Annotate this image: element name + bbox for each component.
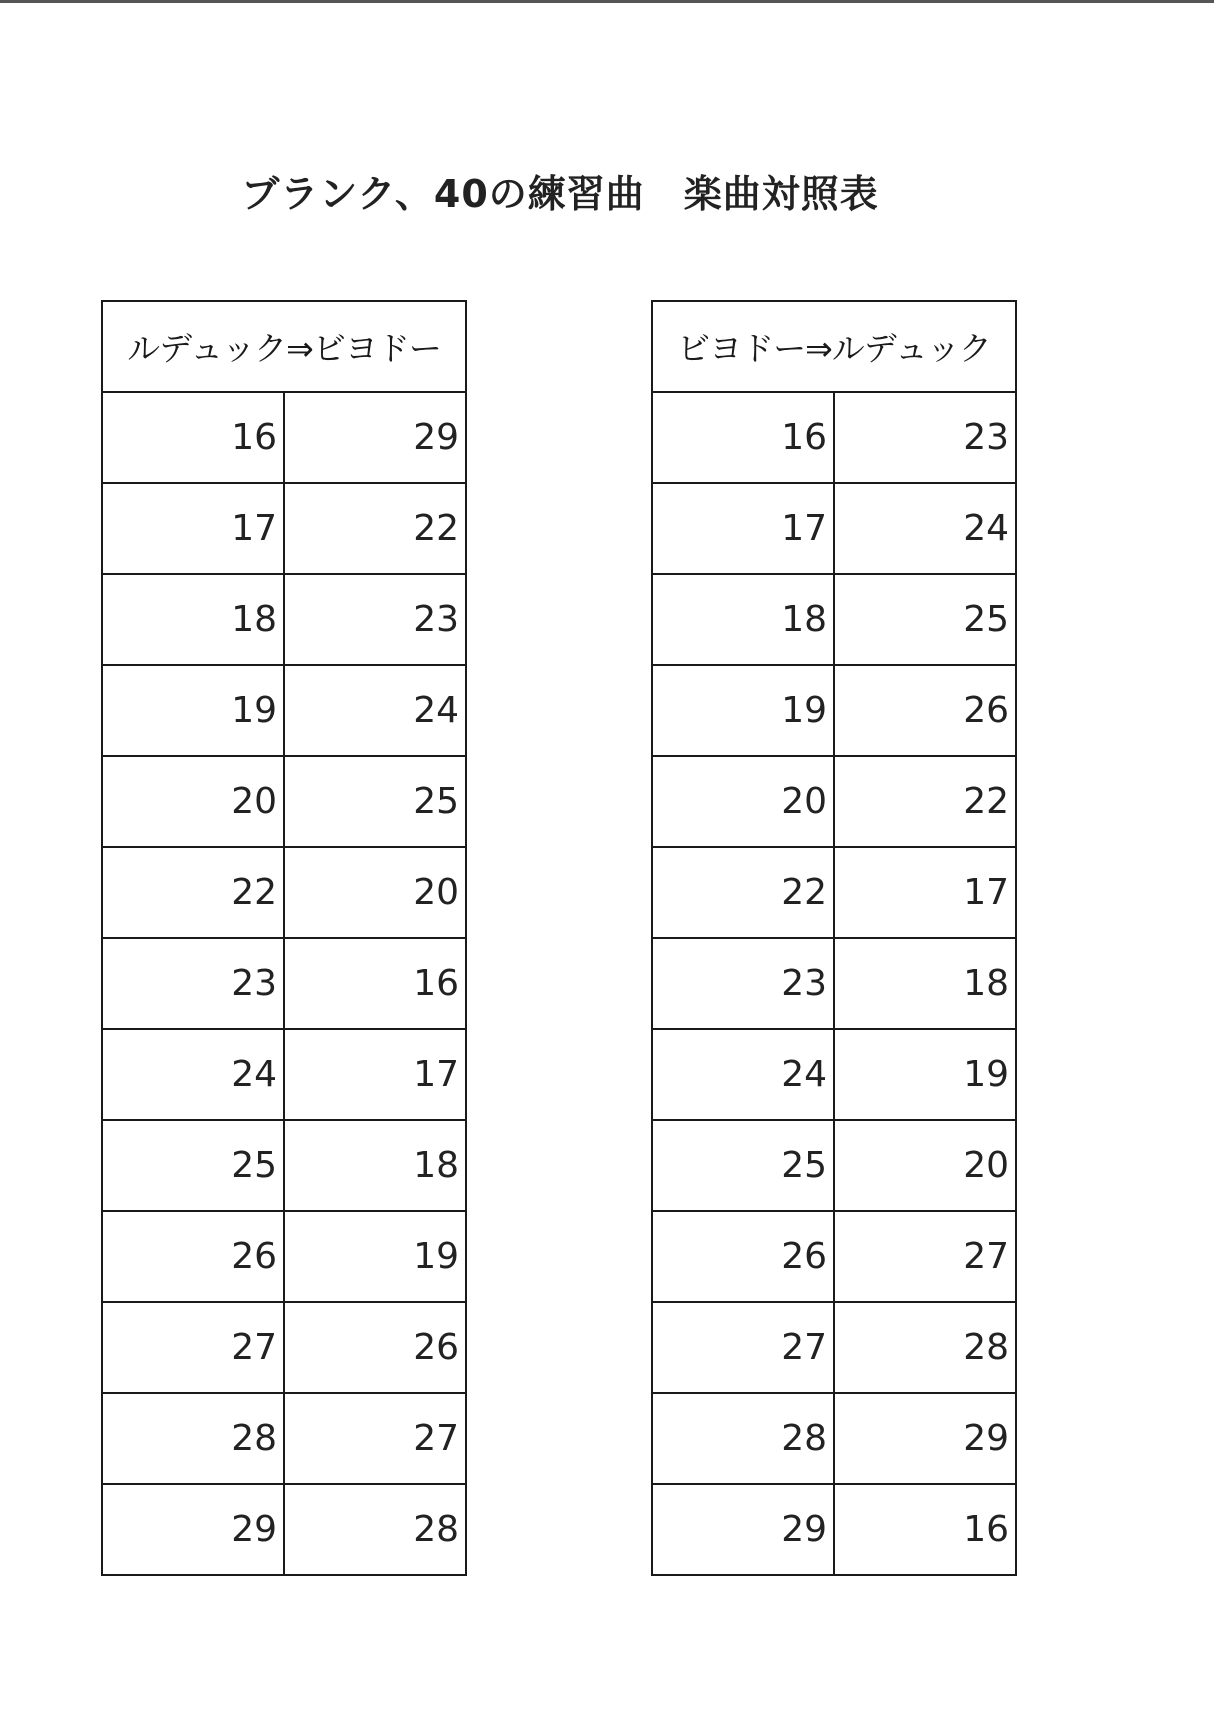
table-row: [102, 756, 466, 847]
table-cell: 27: [102, 1302, 284, 1393]
table-row: [652, 1484, 1016, 1575]
table-cell: 25: [102, 1120, 284, 1211]
table-row: [102, 1211, 466, 1302]
table-cell: 28: [284, 1484, 466, 1575]
table-cell: 22: [102, 847, 284, 938]
table-cell: 28: [652, 1393, 834, 1484]
table-body: [652, 392, 1016, 1575]
table-cell: 20: [102, 756, 284, 847]
table-cell: 23: [284, 574, 466, 665]
table-cell: 22: [284, 483, 466, 574]
table-cell: 20: [834, 1120, 1016, 1211]
table-cell: 26: [652, 1211, 834, 1302]
table-cell: 16: [652, 392, 834, 483]
table-row: [652, 1211, 1016, 1302]
table-cell: 24: [834, 483, 1016, 574]
table-header: ビヨドー⇒ルデュック: [652, 301, 1016, 392]
table-row: [652, 938, 1016, 1029]
table-cell: 26: [284, 1302, 466, 1393]
table-cell: 17: [834, 847, 1016, 938]
table-row: [652, 756, 1016, 847]
table-row: [102, 1393, 466, 1484]
scan-top-edge: [0, 0, 1214, 3]
table-cell: 18: [284, 1120, 466, 1211]
table-cell: 25: [652, 1120, 834, 1211]
table-cell: 23: [834, 392, 1016, 483]
table-cell: 25: [284, 756, 466, 847]
table-cell: 29: [102, 1484, 284, 1575]
table-row: [102, 938, 466, 1029]
table-row: [652, 665, 1016, 756]
page-title: ブランク、40の練習曲 楽曲対照表: [241, 172, 879, 217]
table-cell: 29: [652, 1484, 834, 1575]
table-row: [652, 574, 1016, 665]
table-row: [102, 1029, 466, 1120]
table-cell: 27: [834, 1211, 1016, 1302]
table-cell: 26: [834, 665, 1016, 756]
table-cell: 17: [102, 483, 284, 574]
table-cell: 19: [102, 665, 284, 756]
table-cell: 24: [102, 1029, 284, 1120]
table-cell: 18: [652, 574, 834, 665]
table-row: [102, 483, 466, 574]
table-header-row: [652, 301, 1016, 392]
table-header: ルデュック⇒ビヨドー: [102, 301, 466, 392]
table-cell: 24: [652, 1029, 834, 1120]
table-cell: 22: [834, 756, 1016, 847]
table-cell: 22: [652, 847, 834, 938]
table-cell: 16: [284, 938, 466, 1029]
table-cell: 25: [834, 574, 1016, 665]
table-cell: 27: [284, 1393, 466, 1484]
table-row: [102, 847, 466, 938]
table-cell: 19: [652, 665, 834, 756]
table-cell: 29: [834, 1393, 1016, 1484]
table-cell: 23: [102, 938, 284, 1029]
table-row: [102, 392, 466, 483]
table-cell: 17: [284, 1029, 466, 1120]
table-cell: 16: [834, 1484, 1016, 1575]
table-cell: 28: [834, 1302, 1016, 1393]
table-cell: 19: [834, 1029, 1016, 1120]
billaudot-to-leduc-table: [651, 300, 1017, 1576]
table-row: [652, 1029, 1016, 1120]
table-row: [652, 1120, 1016, 1211]
table-cell: 27: [652, 1302, 834, 1393]
table-row: [102, 1302, 466, 1393]
table-row: [102, 1120, 466, 1211]
table-row: [652, 1393, 1016, 1484]
table-cell: 18: [834, 938, 1016, 1029]
table-cell: 17: [652, 483, 834, 574]
table-header-row: [102, 301, 466, 392]
table-cell: 28: [102, 1393, 284, 1484]
table-row: [102, 1484, 466, 1575]
table-row: [102, 574, 466, 665]
table-cell: 18: [102, 574, 284, 665]
table-row: [652, 483, 1016, 574]
table-cell: 29: [284, 392, 466, 483]
table-cell: 19: [284, 1211, 466, 1302]
table-row: [102, 665, 466, 756]
leduc-to-billaudot-table: [101, 300, 467, 1576]
table-cell: 20: [652, 756, 834, 847]
table-cell: 23: [652, 938, 834, 1029]
table-cell: 26: [102, 1211, 284, 1302]
table-row: [652, 847, 1016, 938]
table-cell: 16: [102, 392, 284, 483]
table-cell: 24: [284, 665, 466, 756]
table-body: [102, 392, 466, 1575]
table-cell: 20: [284, 847, 466, 938]
table-row: [652, 392, 1016, 483]
table-row: [652, 1302, 1016, 1393]
